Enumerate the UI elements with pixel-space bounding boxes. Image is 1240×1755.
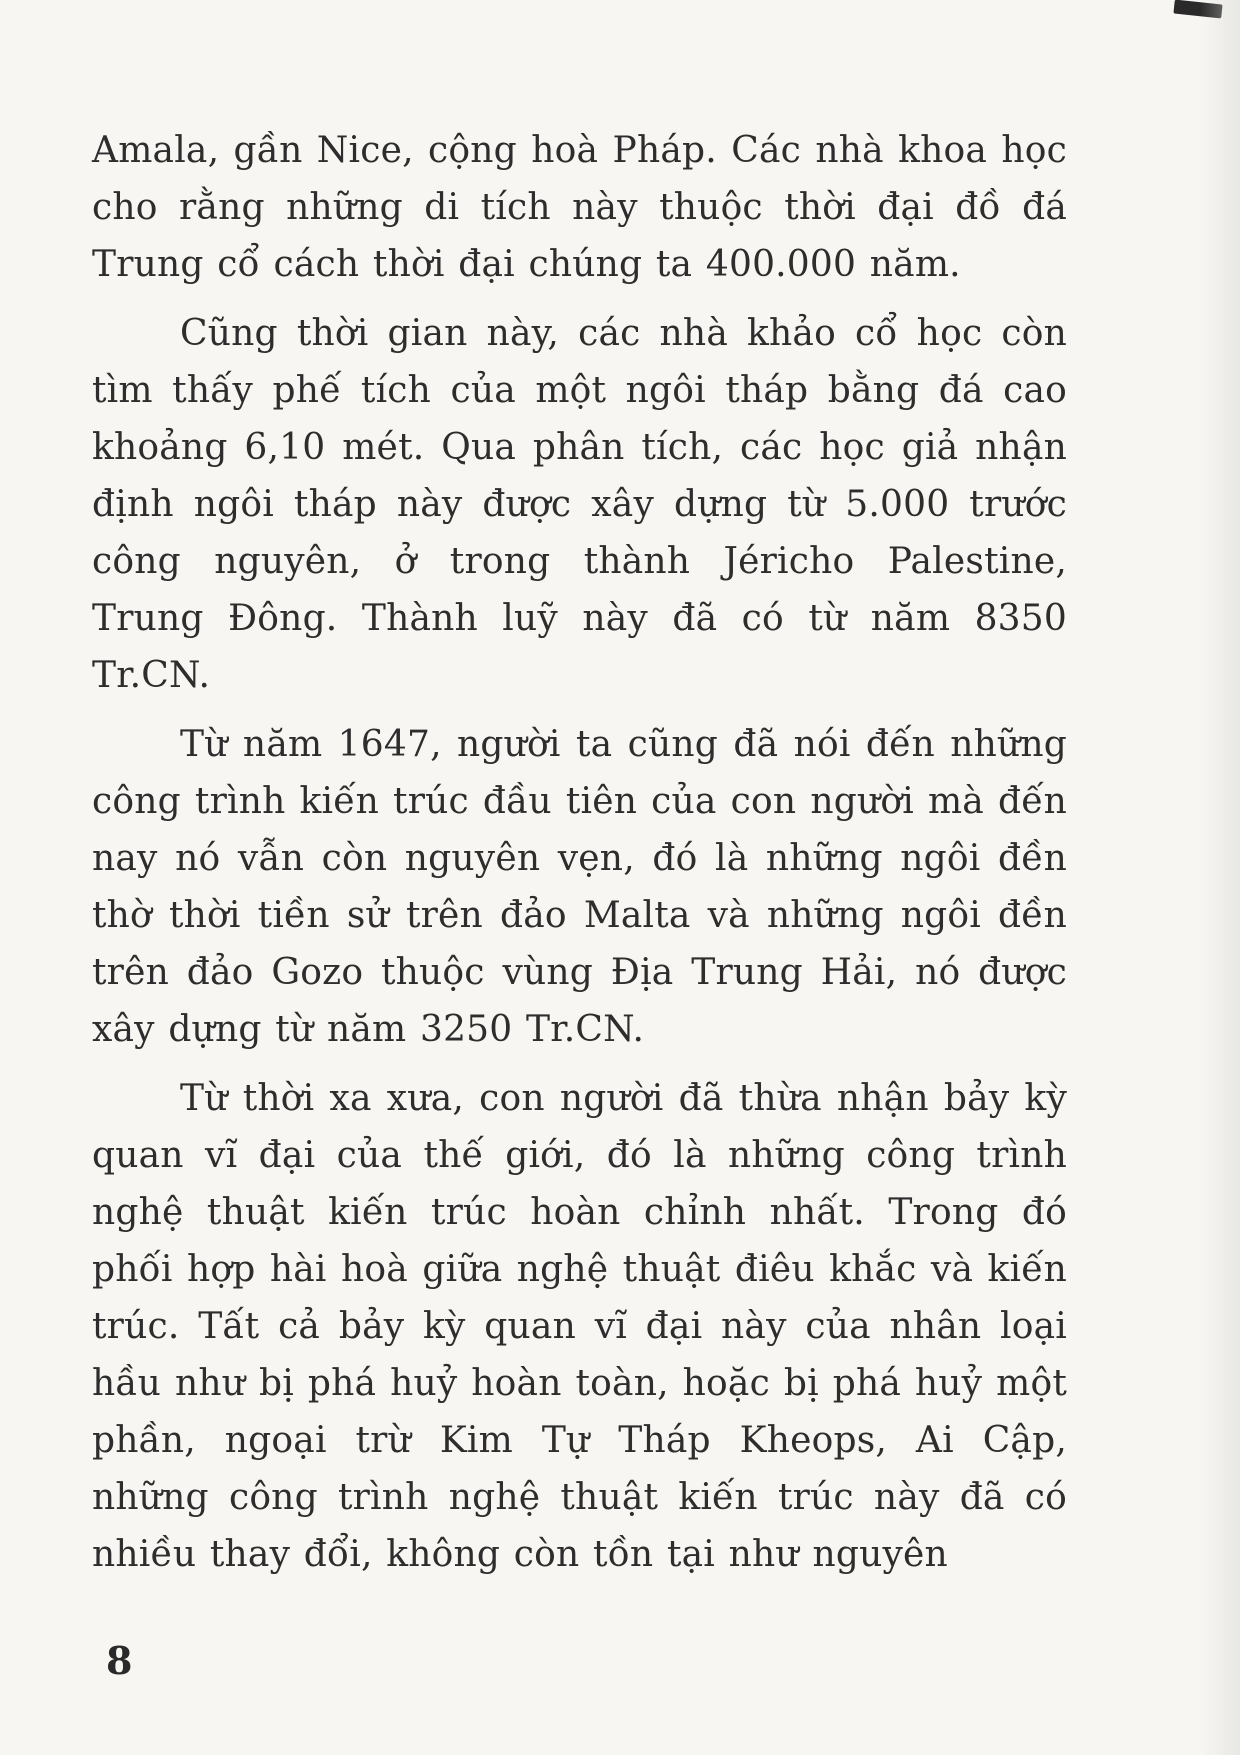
page-edge-shadow: [1200, 0, 1240, 1755]
page-number: 8: [106, 1638, 133, 1683]
paragraph-2: Cũng thời gian này, các nhà khảo cổ học còn tìm thấy phế tích của một ngôi tháp bằng đá cao khoảng 6,10 mét. Qua phân tích, các học giả nhận định ngôi tháp này được xây dựng từ 5.000 trước công nguyên, ở trong thành Jéricho Palestine, Trung Đông. Thành luỹ này đã có từ năm 8350 Tr.CN.: [92, 313, 1067, 696]
paragraph-3: Từ năm 1647, người ta cũng đã nói đến những công trình kiến trúc đầu tiên của con người mà đến nay nó vẫn còn nguyên vẹn, đó là những ngôi đền thờ thời tiền sử trên đảo Malta và những ngôi đền trên đảo Gozo thuộc vùng Địa Trung Hải, nó được xây dựng từ năm 3250 Tr.CN.: [92, 724, 1067, 1050]
paragraph-4: Từ thời xa xưa, con người đã thừa nhận bảy kỳ quan vĩ đại của thế giới, đó là những công trình nghệ thuật kiến trúc hoàn chỉnh nhất. Trong đó phối hợp hài hoà giữa nghệ thuật điêu khắc và kiến trúc. Tất cả bảy kỳ quan vĩ đại này của nhân loại hầu như bị phá huỷ hoàn toàn, hoặc bị phá huỷ một phần, ngoại trừ Kim Tự Tháp Kheops, Ai Cập, những công trình nghệ thuật kiến trúc này đã có nhiều thay đổi, không còn tồn tại như nguyên: [92, 1078, 1067, 1575]
paragraph-1: Amala, gần Nice, cộng hoà Pháp. Các nhà khoa học cho rằng những di tích này thuộc thời đại đồ đá Trung cổ cách thời đại chúng ta 400.000 năm.: [92, 130, 1067, 285]
body-text: [92, 122, 1067, 1595]
